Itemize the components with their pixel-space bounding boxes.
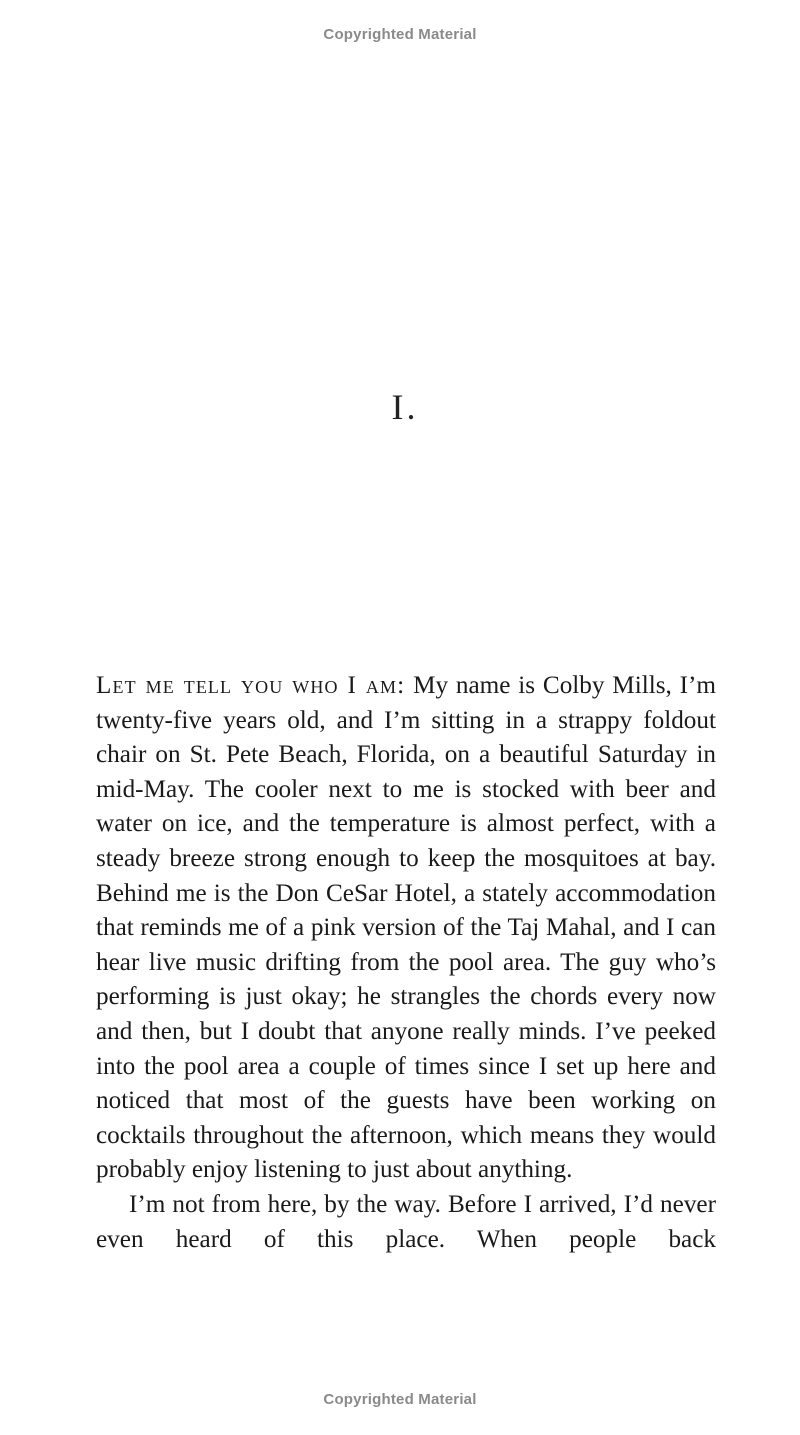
- paragraph-lead-in: Let me tell you who I am:: [96, 672, 406, 699]
- paragraph-1-text: My name is Colby Mills, I’m twenty-five years old, and I’m sitting in a strappy foldout chair on St. Pete Beach, Florida, on a beautiful Saturday in mid-May. The cooler next to me is stocked with beer and water on ice, and the temperature is almost perfect, with a steady breeze strong enough to keep the mosquitoes at bay. Behind me is the Don CeSar Hotel, a stately accommodation that reminds me of a pink version of the Taj Mahal, and I can hear live music drifting from the pool area. The guy who’s performing is just okay; he strangles the chords every now and then, but I doubt that anyone really minds. I’ve peeked into the pool area a couple of times since I set up here and noticed that most of the guests have been working on cocktails throughout the afternoon, which means they would probably enjoy listening to just about anything.: [96, 672, 716, 1184]
- paragraph-2-text: I’m not from here, by the way. Before I arrived, I’d never even heard of this place. When people back: [96, 1190, 716, 1253]
- paragraph-2: [96, 1188, 716, 1257]
- chapter-body-text: [96, 669, 716, 1257]
- chapter-number: I.: [391, 387, 419, 427]
- watermark-top: Copyrighted Material: [323, 26, 477, 43]
- watermark-bottom: Copyrighted Material: [323, 1391, 477, 1408]
- paragraph-1: [96, 669, 716, 1188]
